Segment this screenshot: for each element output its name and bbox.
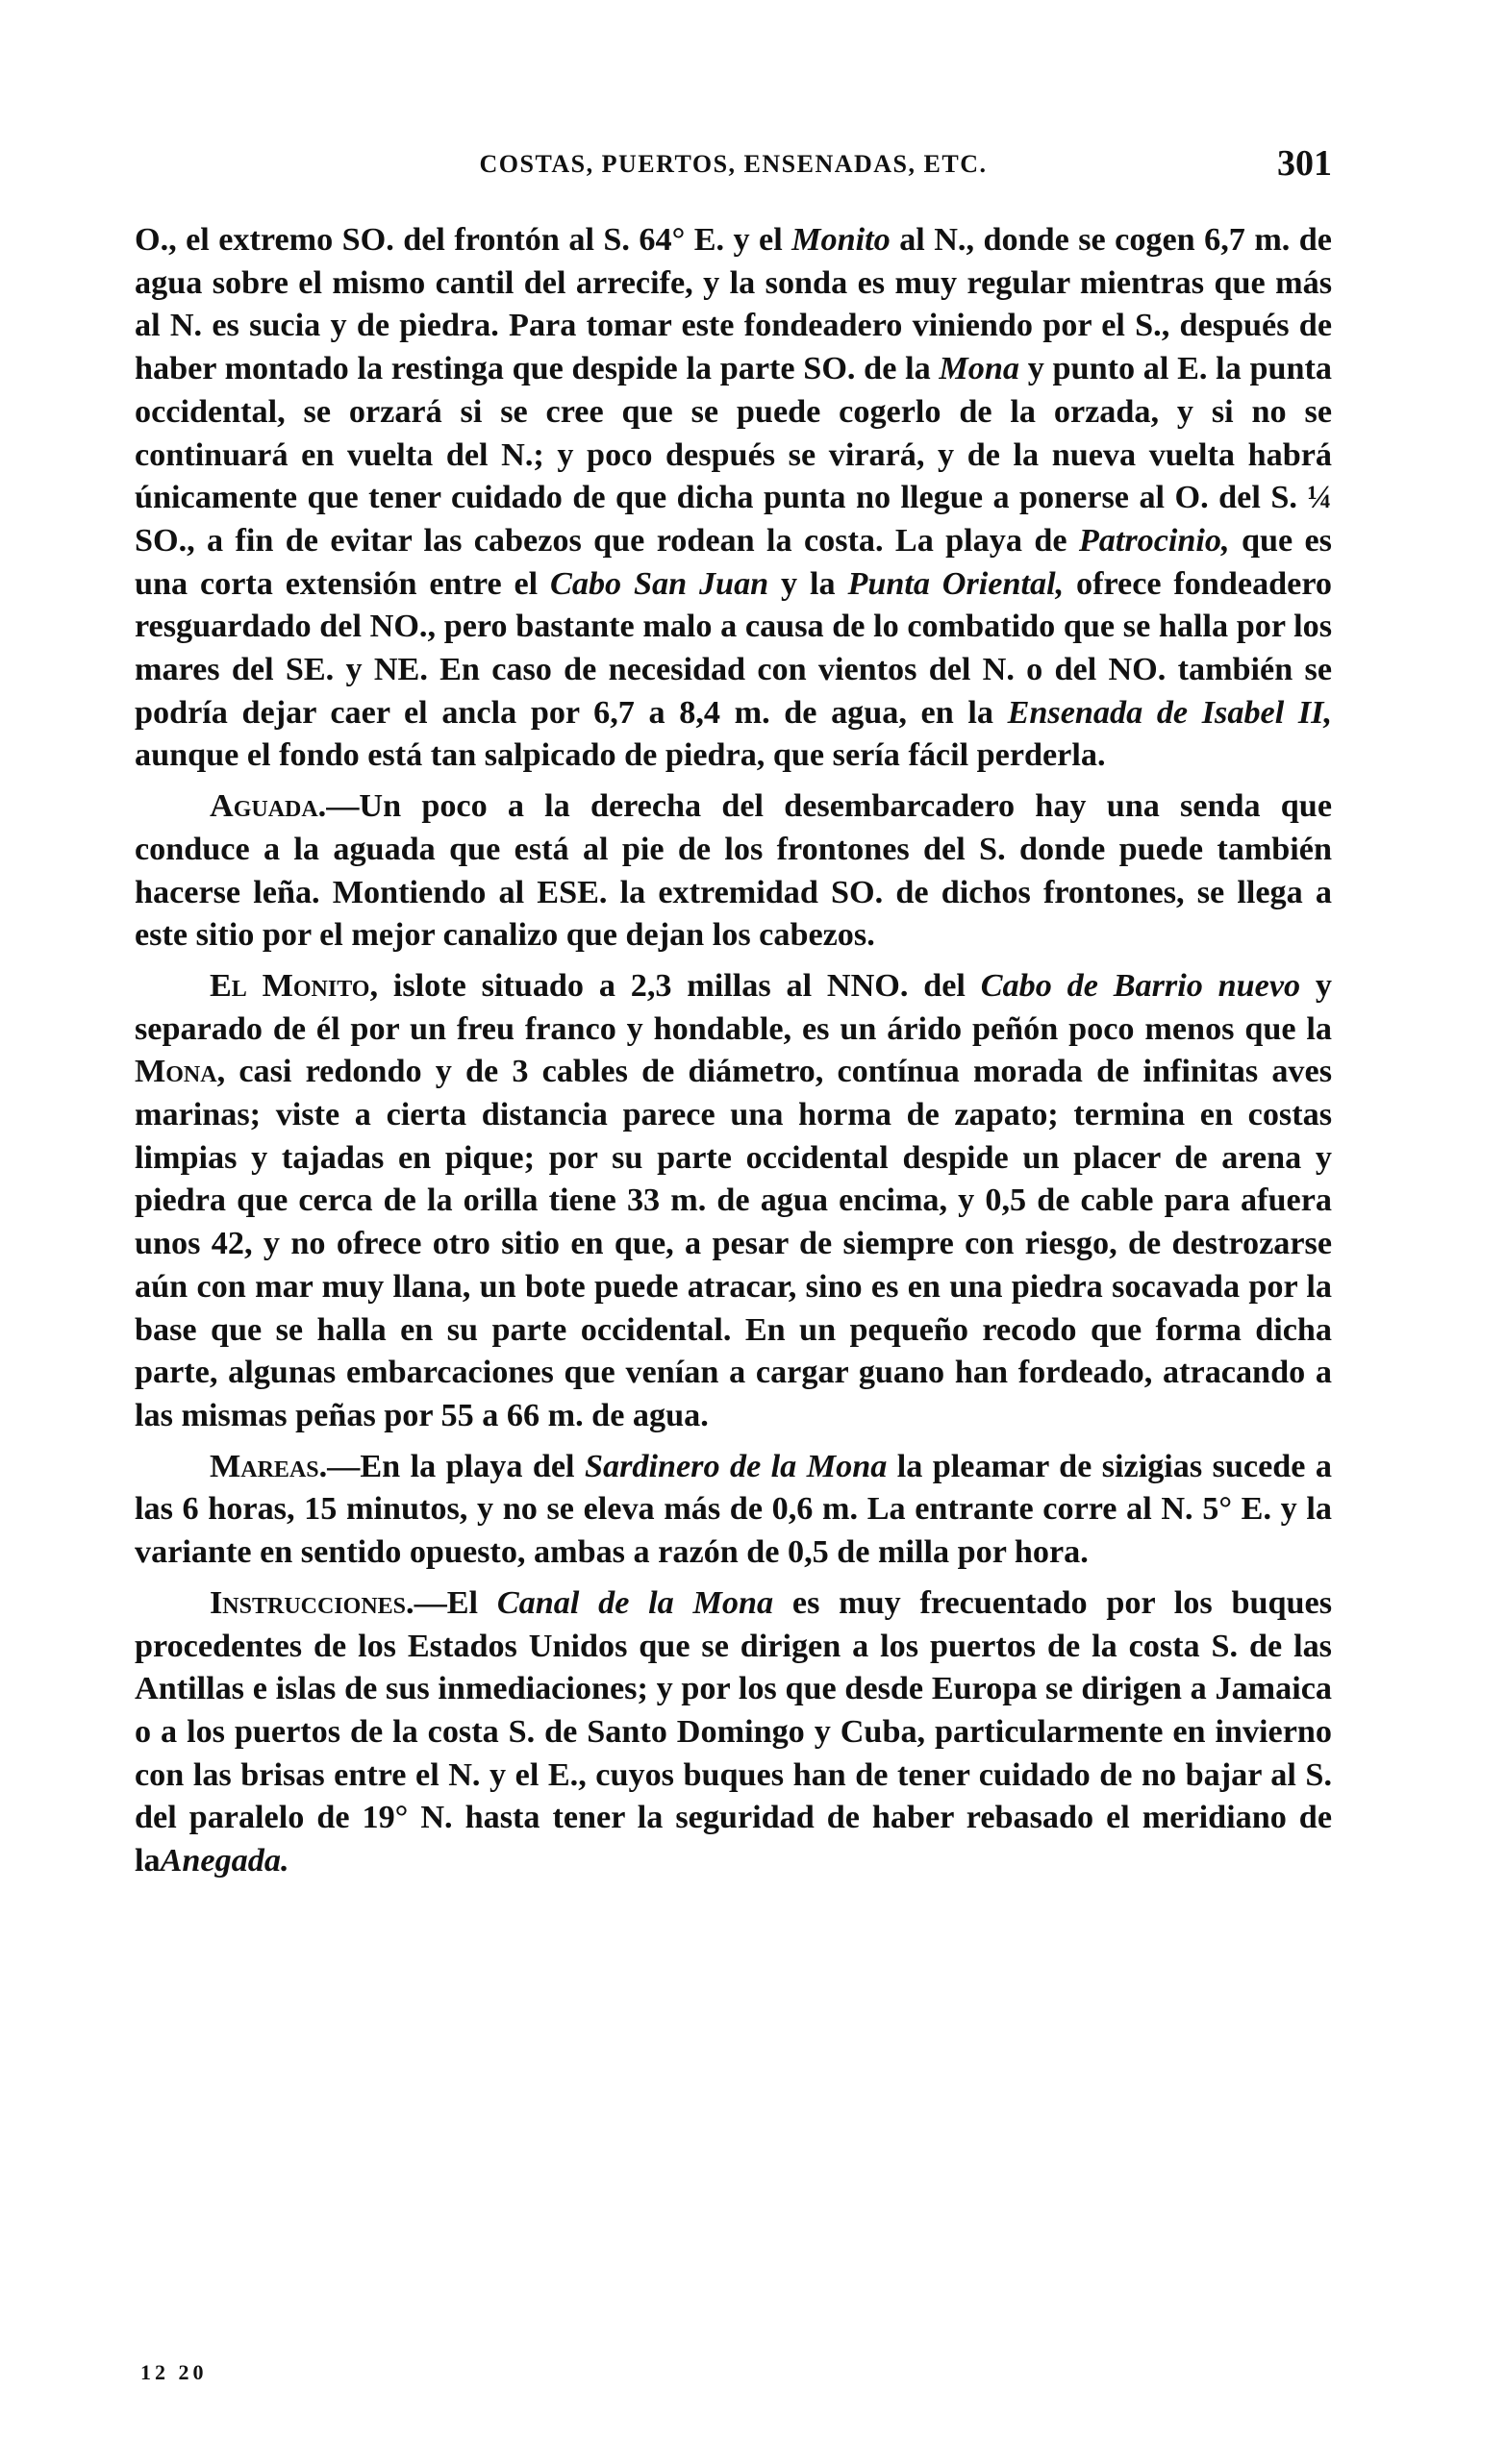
place-name: Sardinero de la Mona (584, 1448, 888, 1484)
text-run: O., el extremo SO. del frontón al S. 64° E. y el (135, 222, 792, 258)
text-run: casi redondo y de 3 cables de diámetro, contínua morada de infinitas aves marinas; viste a cierta distancia parece una horma de zapato; termina en costas limpias y tajadas en pique; por su parte occidental despide un placer de arena y piedra que cerca de la orilla tiene 33 m. de agua encima, y 0,5 de cable para afuera unos 42, y no ofrece otro sitio en que, a pesar de siempre con riesgo, de destrozarse aún con mar muy llana, un bote puede atracar, sino es en una piedra socavada por la base que se halla en su parte occidental. En un pequeño recodo que forma dicha parte, algunas embarcaciones que venían a cargar guano han fordeado, atracando a las mismas peñas por 55 a 66 m. de agua. (135, 1054, 1332, 1433)
text-run: islote situado a 2,3 millas al NNO. del (378, 967, 981, 1004)
section-heading-instrucciones: Instrucciones. (210, 1584, 414, 1621)
text-run: ofrece fondeadero resguardado del NO., pero bastante malo a causa de lo combatido que se halla por los mares del SE. y NE. En caso de necesidad con vientos del N. o del NO. también se podría dejar caer el ancla por 6,7 a 8,4 m. de agua, en la (135, 565, 1333, 731)
place-name: Cabo San Juan (550, 565, 769, 602)
page-number: 301 (1277, 143, 1332, 184)
place-name: Anegada. (160, 1843, 289, 1879)
place-name: Canal de la Mona (496, 1584, 774, 1621)
paragraph-el-monito (135, 965, 1332, 1438)
page-header (135, 142, 1332, 190)
section-heading-mareas: Mareas. (210, 1448, 328, 1484)
text-run: y la (768, 565, 848, 602)
place-name: Patrocinio, (1078, 522, 1230, 559)
place-name: Ensenada de Isabel II, (1007, 694, 1332, 731)
place-name: Mona (939, 351, 1020, 387)
place-name: Punta Oriental, (847, 565, 1065, 602)
text-run: y separado de él por un freu franco y hondable, es un árido peñón poco menos que la (135, 967, 1333, 1047)
paragraph-anchorage-approach (135, 219, 1332, 778)
paragraph-aguada (135, 785, 1332, 958)
text-run: —El (414, 1584, 497, 1621)
printer-signature: 12 20 (140, 2360, 208, 2384)
place-name-small-caps: Mona, (135, 1054, 226, 1090)
text-run: —En la playa del (327, 1448, 585, 1484)
text-run: —Un poco a la derecha del desembarcadero hay una senda que conduce a la aguada que está al pie de los frontones del S. donde puede también hacerse leña. Montiendo al ESE. la extremidad SO. de dichos frontones, se llega a este sitio por el mejor canalizo que dejan los cabezos. (135, 788, 1332, 954)
paragraph-instrucciones (135, 1582, 1332, 1883)
running-head: COSTAS, PUERTOS, ENSENADAS, ETC. (479, 150, 988, 178)
text-run: y punto al E. la punta occidental, se orzará si se cree que se puede cogerlo de la orzada, y si no se continuará en vuelta del N.; y poco después se virará, y de la nueva vuelta habrá únicamente que tener cuidado de que dicha punta no llegue a ponerse al O. del S. ¼ SO., a fin de evitar las cabezos que rodean la costa. La playa de (135, 351, 1332, 559)
text-run: aunque el fondo está tan salpicado de piedra, que sería fácil perderla. (135, 737, 1106, 774)
section-heading-aguada: Aguada. (210, 788, 327, 825)
place-name: Monito (791, 222, 891, 258)
paragraph-mareas (135, 1446, 1332, 1575)
body-text (135, 219, 1332, 1883)
text-run: la pleamar de sizigias sucede a las 6 horas, 15 minutos, y no se eleva más de 0,6 m. La entrante corre al N. 5° E. y la variante en sentido opuesto, ambas a razón de 0,5 de milla por hora. (135, 1448, 1332, 1571)
place-name: Cabo de Barrio nuevo (980, 967, 1301, 1004)
text-run: es muy frecuentado por los buques procedentes de los Estados Unidos que se dirigen a los puertos de la costa S. de las Antillas e islas de sus inmediaciones; y por los que desde Europa se dirigen a Jamaica o a los puertos de la costa S. de Santo Domingo y Cuba, particularmente en invierno con las brisas entre el N. y el E., cuyos buques han de tener cuidado de no bajar al S. del paralelo de 19° N. hasta tener la seguridad de haber rebasado el meridiano de la (135, 1584, 1332, 1879)
section-heading-el-monito: El Monito, (210, 967, 379, 1004)
text-run: que es una corta extensión entre el (135, 522, 1332, 602)
text-run: al N., donde se cogen 6,7 m. de agua sobre el mismo cantil del arrecife, y la sonda es muy regular mientras que más al N. es sucia y de piedra. Para tomar este fondeadero viniendo por el S., después de haber montado la restinga que despide la parte SO. de la (135, 222, 1332, 387)
